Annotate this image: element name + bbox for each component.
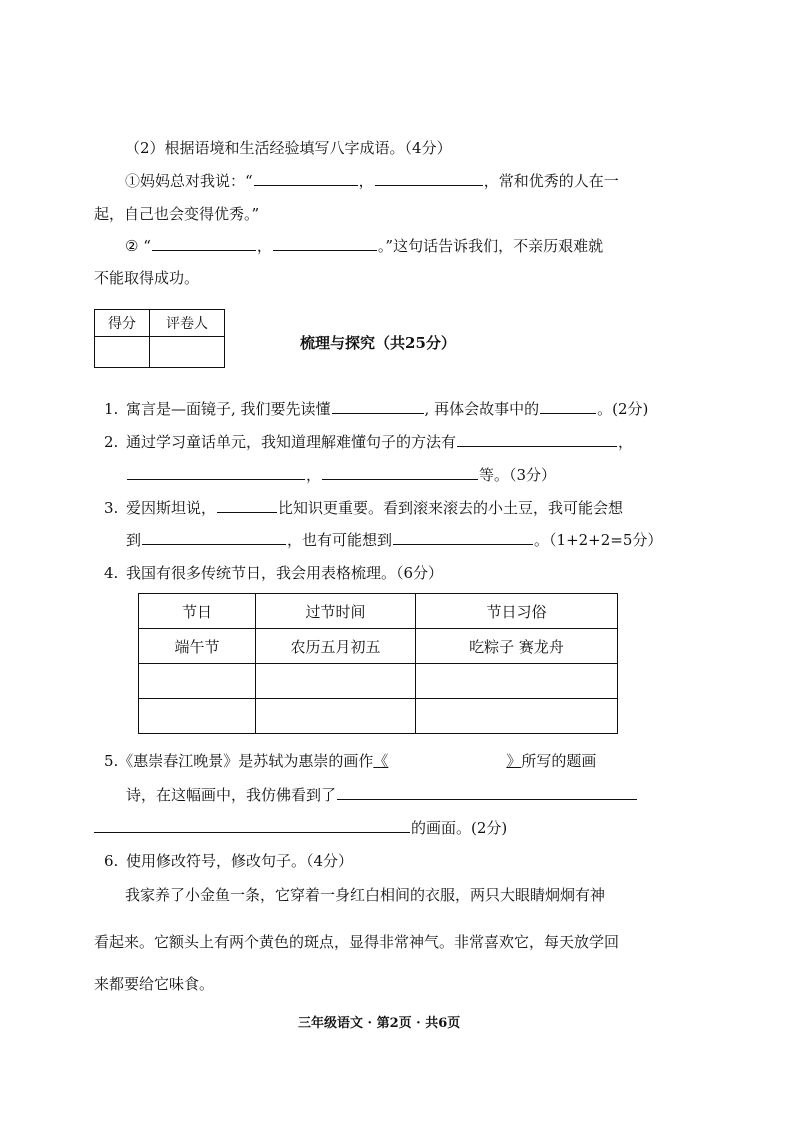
table-header: 过节时间: [256, 594, 416, 629]
painting-title-blank[interactable]: [373, 752, 521, 770]
question-5-text-d: 的画面。(2分): [411, 819, 508, 837]
page-footer: 三年级语文 · 第2页 · 共6页: [298, 1016, 461, 1031]
table-header: 节日: [139, 594, 256, 629]
question-6-paragraph-3[interactable]: 来都要给它味食。: [94, 975, 215, 993]
blank-2-1-a[interactable]: [254, 171, 358, 186]
question-6-paragraph-1[interactable]: 我家养了小金鱼一条，它穿着一身红白相间的衣服，两只大眼睛炯炯有神: [125, 886, 606, 904]
score-label: 得分: [95, 310, 150, 337]
blank-q3-c[interactable]: [393, 530, 533, 545]
question-2-text-b: ，: [618, 433, 634, 451]
question-6-paragraph-2[interactable]: 看起来。它额头上有两个黄色的斑点，显得非常神气。非常喜欢它，每天放学回: [94, 933, 620, 951]
question-2-1-suffix: ，常和优秀的人在一: [483, 172, 619, 190]
question-2-2: [125, 235, 603, 256]
table-cell-blank[interactable]: [256, 664, 416, 699]
question-3-number: 3.: [104, 499, 119, 517]
blank-q1-a[interactable]: [332, 399, 424, 414]
question-1-number: 1.: [104, 400, 119, 418]
question-2-1-prefix: ①妈妈总对我说：“: [125, 172, 253, 190]
question-2-text-c: 等。（3分）: [479, 466, 557, 484]
blank-q2-c[interactable]: [322, 465, 478, 480]
book-mark-close: 》: [506, 752, 522, 770]
question-3: [104, 497, 623, 518]
question-3-text-c: 到: [126, 531, 142, 549]
blank-2-1-b[interactable]: [375, 171, 483, 186]
question-2: [104, 431, 633, 452]
question-3-text-b: 比知识更重要。看到滚来滚去的小土豆，我可能会想: [278, 499, 624, 517]
question-5-cont: [126, 784, 638, 805]
blank-2-2-b[interactable]: [273, 236, 377, 251]
table-cell-blank[interactable]: [139, 699, 256, 734]
question-6-text: 使用修改符号，修改句子。（4分）: [126, 852, 354, 870]
grader-cell[interactable]: [150, 337, 225, 368]
question-2-2-suffix: 。”这句话告诉我们，不亲历艰难就: [377, 237, 604, 255]
blank-q3-b[interactable]: [142, 530, 286, 545]
table-cell: 农历五月初五: [256, 629, 416, 664]
question-6: [104, 850, 353, 871]
question-4-number: 4.: [104, 564, 119, 582]
question-5-text-b: 所写的题画: [521, 752, 597, 770]
question-5-text-c: 诗，在这幅画中，我仿佛看到了: [126, 786, 337, 804]
question-3-text-d: ，也有可能想到: [287, 531, 393, 549]
question-2-2-prefix: ② “: [125, 237, 151, 255]
book-mark-open: 《: [373, 752, 389, 770]
blank-q2-b[interactable]: [127, 465, 305, 480]
question-2-cont: [126, 464, 556, 485]
blank-q2-a[interactable]: [457, 432, 617, 447]
question-1-text-a: 寓言是—面镜子, 我们要先读懂: [126, 400, 331, 418]
table-row: [139, 664, 618, 699]
blank-q5-b[interactable]: [94, 818, 410, 833]
festival-table: [138, 593, 618, 734]
grader-label: 评卷人: [150, 310, 225, 337]
question-3-text-a: 爱因斯坦说，: [126, 499, 217, 517]
table-cell-blank[interactable]: [256, 699, 416, 734]
table-row: [139, 699, 618, 734]
question-5: [104, 750, 596, 771]
question-2-title: （2）根据语境和生活经验填写八字成语。（4分）: [125, 139, 452, 157]
question-2-2-sep: ，: [256, 237, 272, 255]
table-row: [139, 629, 618, 664]
blank-q1-b[interactable]: [540, 399, 596, 414]
score-box: [94, 309, 225, 368]
question-2-text-b2: ，: [306, 466, 322, 484]
question-2-2-cont: 不能取得成功。: [94, 269, 200, 287]
blank-q5-a[interactable]: [337, 785, 637, 800]
blank-2-2-a[interactable]: [152, 236, 256, 251]
question-2-text-a: 通过学习童话单元，我知道理解难懂句子的方法有: [126, 433, 457, 451]
question-3-cont: [126, 529, 662, 550]
section-title: 梳理与探究（共25分）: [300, 334, 456, 352]
table-cell-blank[interactable]: [416, 699, 618, 734]
question-1: [104, 398, 648, 419]
table-cell-blank[interactable]: [139, 664, 256, 699]
table-header: 节日习俗: [416, 594, 618, 629]
score-cell[interactable]: [95, 337, 150, 368]
table-cell: 吃粽子 赛龙舟: [416, 629, 618, 664]
question-2-1-sep: ，: [358, 172, 374, 190]
question-2-1-cont: 起，自己也会变得优秀。”: [94, 205, 260, 223]
table-cell: 端午节: [139, 629, 256, 664]
question-4-text: 我国有很多传统节日，我会用表格梳理。（6分）: [126, 564, 444, 582]
table-cell-blank[interactable]: [416, 664, 618, 699]
question-6-number: 6.: [104, 852, 119, 870]
question-4: [104, 562, 443, 583]
table-header-row: [139, 594, 618, 629]
question-2-number: 2.: [104, 433, 119, 451]
question-5-text-a: 5.《惠崇春江晚景》是苏轼为惠崇的画作: [104, 752, 374, 770]
question-5-cont2: [94, 817, 507, 838]
question-2-1: [125, 170, 619, 191]
question-1-text-c: 。(2分): [597, 400, 649, 418]
question-1-text-b: , 再体会故事中的: [424, 400, 540, 418]
question-3-text-e: 。（1+2+2=5分）: [534, 531, 663, 549]
blank-q3-a[interactable]: [217, 498, 277, 513]
